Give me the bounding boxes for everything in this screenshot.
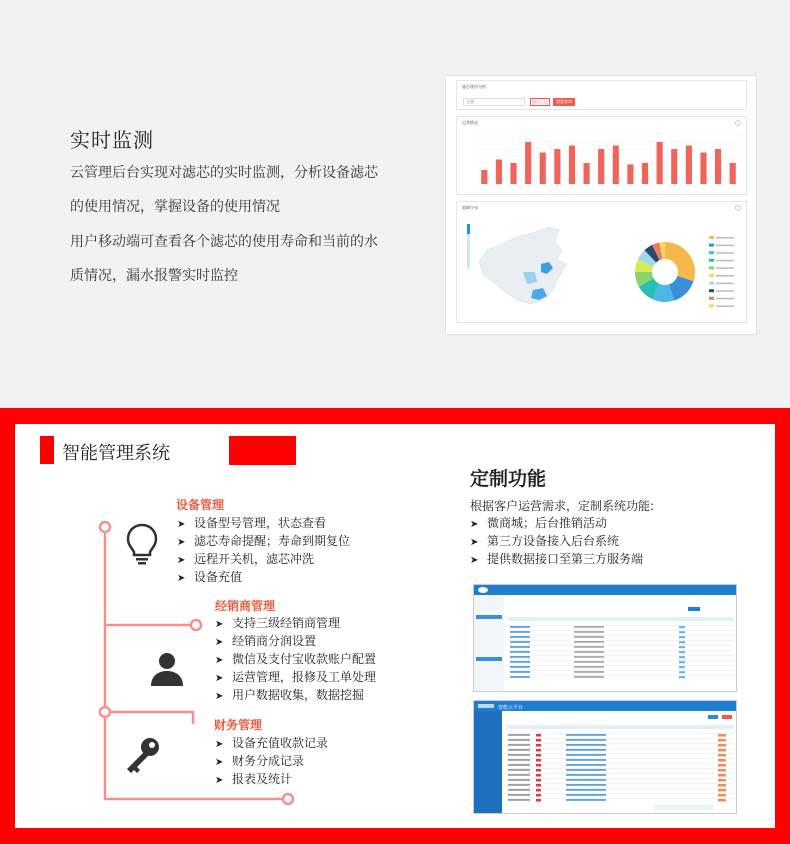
- legend-text: [716, 267, 734, 269]
- bar: [730, 163, 736, 184]
- table-cell: [508, 739, 530, 741]
- pie-chart: [457, 202, 746, 322]
- legend-swatch: [709, 236, 714, 239]
- table-cell: [508, 764, 530, 766]
- custom-item: ➤ 第三方设备接入后台系统: [470, 534, 620, 548]
- arrow-icon: ➤: [470, 537, 479, 548]
- table-cell: [718, 764, 726, 767]
- table-cell: [679, 641, 685, 643]
- table-cell: [536, 749, 541, 752]
- table-cell: [679, 671, 685, 673]
- filter-panel: [456, 80, 747, 110]
- bar: [584, 163, 590, 184]
- table-cell: [566, 794, 606, 796]
- table-cell: [566, 734, 606, 736]
- bar: [686, 146, 692, 185]
- table-cell: [508, 774, 530, 776]
- table-cell: [718, 769, 726, 772]
- dealer-mgmt-heading: 经销商管理: [215, 599, 276, 613]
- device-item: ➤ 远程开关机，滤芯冲洗: [177, 552, 315, 566]
- bar-chart: [457, 117, 746, 194]
- realtime-desc-2: 用户移动端可查看各个滤芯的使用寿命和当前的水质情况，漏水报警实时监控: [70, 234, 378, 284]
- legend-text: [716, 298, 734, 300]
- table-cell: [679, 666, 685, 668]
- realtime-section: [0, 0, 790, 408]
- table-cell: [536, 799, 541, 802]
- table-cell: [566, 799, 606, 801]
- table-cell: [510, 656, 530, 658]
- arrow-icon: ➤: [215, 637, 224, 648]
- table-cell: [536, 774, 541, 777]
- custom-subtitle: 根据客户运营需求，定制系统功能:: [470, 499, 655, 513]
- legend-swatch: [709, 244, 714, 247]
- finance-item: ➤ 财务分成记录: [215, 754, 305, 768]
- table-cell: [566, 789, 606, 791]
- bar: [715, 149, 721, 184]
- table-cell: [679, 656, 685, 658]
- table-cell: [510, 651, 530, 653]
- bar: [481, 170, 487, 184]
- legend-text: [716, 260, 734, 262]
- legend-text: [716, 252, 734, 254]
- table-cell: [679, 631, 685, 633]
- legend-swatch: [709, 304, 714, 307]
- bar: [613, 146, 619, 185]
- table-cell: [679, 676, 685, 678]
- bar: [700, 153, 706, 185]
- bar: [671, 149, 677, 184]
- title-accent-bar: [40, 436, 54, 464]
- table-cell: [574, 666, 604, 668]
- dealer-item: ➤ 微信及支付宝收款账户配置: [215, 652, 377, 666]
- legend-swatch: [709, 259, 714, 262]
- node-dot: [283, 794, 293, 804]
- admin-table-1: [474, 585, 737, 692]
- lightbulb-icon: [125, 522, 159, 566]
- table-cell: [718, 739, 726, 742]
- table-cell: [508, 744, 530, 746]
- table-cell: [718, 794, 726, 797]
- table-cell: [510, 676, 530, 678]
- table-cell: [510, 641, 530, 643]
- table-cell: [718, 789, 726, 792]
- table-cell: [574, 631, 604, 633]
- device-item: ➤ 设备充值: [177, 570, 243, 584]
- filter-panel-title: 滤芯使用分析: [462, 84, 486, 89]
- table-cell: [536, 734, 541, 737]
- table-cell: [566, 769, 606, 771]
- map-panel: [456, 201, 747, 323]
- bar: [642, 163, 648, 184]
- device-mgmt-heading: 设备管理: [176, 498, 225, 512]
- node-dot: [100, 707, 110, 717]
- legend-swatch: [709, 266, 714, 269]
- table-cell: [574, 641, 604, 643]
- table-cell: [536, 764, 541, 767]
- title-accent-block: [229, 436, 296, 465]
- table-cell: [718, 779, 726, 782]
- table-cell: [679, 651, 685, 653]
- table-cell: [574, 676, 604, 678]
- table-cell: [718, 774, 726, 777]
- realtime-title: 实时监测: [70, 128, 154, 152]
- bar-panel-title: 运营情况: [462, 120, 478, 125]
- table-cell: [508, 799, 530, 801]
- bar: [657, 142, 663, 184]
- table-cell: [574, 636, 604, 638]
- table-cell: [574, 671, 604, 673]
- legend-text: [716, 245, 734, 247]
- table-cell: [536, 789, 541, 792]
- table-cell: [508, 794, 530, 796]
- table-cell: [718, 754, 726, 757]
- smart-title: 智能管理系统: [62, 443, 170, 464]
- admin-table-2: [474, 701, 737, 814]
- map-panel-title: 地域分布: [462, 205, 478, 210]
- table-cell: [536, 794, 541, 797]
- table-cell: [574, 651, 604, 653]
- dealer-item: ➤ 用户数据收集，数据挖掘: [215, 688, 365, 702]
- table-cell: [508, 784, 530, 786]
- bar: [554, 149, 560, 184]
- dealer-item: ➤ 支持三级经销商管理: [215, 616, 341, 630]
- bar: [525, 142, 531, 184]
- arrow-icon: ➤: [215, 673, 224, 684]
- admin-brand: 智能云平台: [498, 705, 524, 711]
- table-cell: [574, 656, 604, 658]
- table-cell: [574, 661, 604, 663]
- bar-panel: [456, 116, 747, 195]
- table-cell: [508, 749, 530, 751]
- table-cell: [566, 779, 606, 781]
- custom-title: 定制功能: [470, 468, 547, 490]
- reset-button[interactable]: 重置查询: [553, 98, 575, 106]
- key-icon: [123, 736, 163, 776]
- arrow-icon: ➤: [215, 739, 224, 750]
- table-cell: [510, 631, 530, 633]
- bar: [598, 149, 604, 184]
- node-dot: [191, 620, 201, 630]
- arrow-icon: ➤: [177, 555, 186, 566]
- table-cell: [536, 769, 541, 772]
- dealer-item: ➤ 经销商分润设置: [215, 634, 317, 648]
- filter-select[interactable]: 全部: [463, 98, 525, 106]
- arrow-icon: ➤: [215, 757, 224, 768]
- table-cell: [574, 626, 604, 628]
- device-item: ➤ 滤芯寿命提醒；寿命到期复位: [177, 534, 351, 548]
- arrow-icon: ➤: [215, 619, 224, 630]
- arrow-icon: ➤: [215, 775, 224, 786]
- table-cell: [566, 774, 606, 776]
- realtime-desc-1: 云管理后台实现对滤芯的实时监测，分析设备滤芯的使用情况，掌握设备的使用情况: [70, 165, 378, 215]
- legend-swatch: [709, 251, 714, 254]
- bar: [627, 164, 633, 184]
- table-cell: [679, 626, 685, 628]
- table-cell: [566, 754, 606, 756]
- table-cell: [536, 739, 541, 742]
- arrow-icon: ➤: [177, 537, 186, 548]
- table-cell: [718, 734, 726, 737]
- table-cell: [574, 646, 604, 648]
- table-cell: [508, 769, 530, 771]
- table-cell: [566, 739, 606, 741]
- arrow-icon: ➤: [470, 555, 479, 566]
- table-cell: [566, 784, 606, 786]
- table-cell: [536, 744, 541, 747]
- table-cell: [566, 744, 606, 746]
- table-cell: [510, 626, 530, 628]
- finance-item: ➤ 设备充值收款记录: [215, 736, 329, 750]
- custom-item: ➤ 提供数据接口至第三方服务端: [470, 552, 644, 566]
- table-cell: [718, 784, 726, 787]
- legend-swatch: [709, 297, 714, 300]
- table-cell: [718, 749, 726, 752]
- table-cell: [718, 799, 726, 802]
- table-cell: [510, 666, 530, 668]
- bar: [510, 163, 516, 184]
- legend-text: [716, 305, 734, 307]
- table-cell: [679, 661, 685, 663]
- pie-slice: [665, 242, 695, 281]
- table-cell: [679, 636, 685, 638]
- bar: [496, 160, 502, 185]
- legend-text: [716, 290, 734, 292]
- management-section: [0, 408, 790, 844]
- admin-screenshot-1: [473, 584, 737, 692]
- arrow-icon: ➤: [215, 691, 224, 702]
- legend-swatch: [709, 282, 714, 285]
- summary-button[interactable]: 统计汇总: [532, 99, 548, 104]
- table-cell: [510, 636, 530, 638]
- finance-mgmt-heading: 财务管理: [214, 718, 263, 732]
- arrow-icon: ➤: [177, 519, 186, 530]
- arrow-icon: ➤: [470, 519, 479, 530]
- finance-item: ➤ 报表及统计: [215, 772, 293, 786]
- dashboard-screenshot: [445, 75, 757, 335]
- admin-screenshot-2: [473, 700, 737, 814]
- legend-text: [716, 283, 734, 285]
- dealer-item: ➤ 运营管理，报修及工单处理: [215, 670, 377, 684]
- table-cell: [566, 759, 606, 761]
- custom-item: ➤ 微商城；后台推销活动: [470, 516, 608, 530]
- table-cell: [508, 779, 530, 781]
- bar: [540, 153, 546, 185]
- table-cell: [536, 754, 541, 757]
- table-cell: [566, 749, 606, 751]
- table-cell: [718, 744, 726, 747]
- arrow-icon: ➤: [177, 573, 186, 584]
- table-cell: [679, 646, 685, 648]
- legend-swatch: [709, 289, 714, 292]
- table-cell: [536, 759, 541, 762]
- table-cell: [566, 764, 606, 766]
- table-cell: [718, 759, 726, 762]
- user-icon: [149, 650, 185, 688]
- table-cell: [536, 779, 541, 782]
- legend-swatch: [709, 274, 714, 277]
- table-cell: [536, 784, 541, 787]
- legend-text: [716, 237, 734, 239]
- node-dot: [100, 522, 110, 532]
- table-cell: [508, 734, 530, 736]
- bar: [569, 146, 575, 185]
- table-cell: [508, 789, 530, 791]
- device-item: ➤ 设备型号管理，状态查看: [177, 516, 327, 530]
- legend-text: [716, 275, 734, 277]
- table-cell: [510, 671, 530, 673]
- table-cell: [510, 661, 530, 663]
- arrow-icon: ➤: [215, 655, 224, 666]
- table-cell: [510, 646, 530, 648]
- management-card: [15, 424, 775, 828]
- table-cell: [508, 759, 530, 761]
- table-cell: [508, 754, 530, 756]
